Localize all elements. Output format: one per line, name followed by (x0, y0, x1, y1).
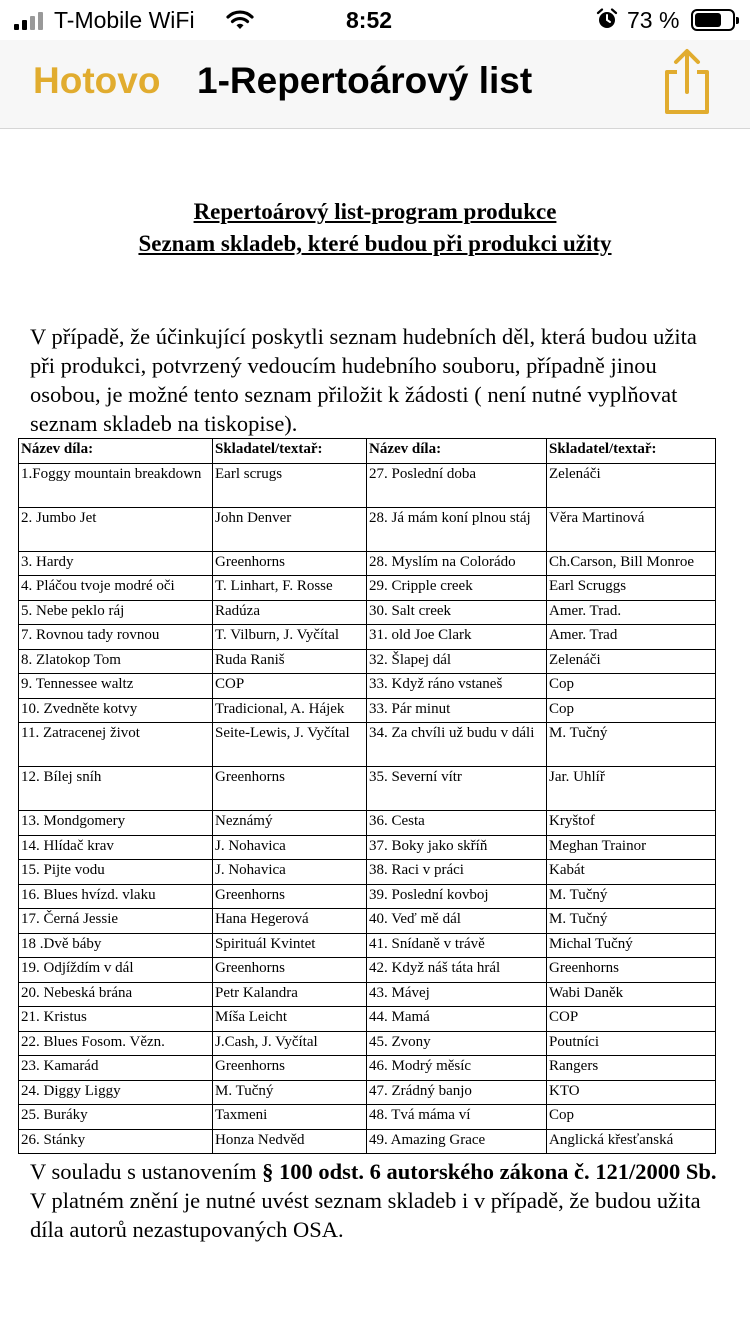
composer-cell: T. Vilburn, J. Vyčítal (213, 625, 367, 650)
song-title-cell: 5. Nebe peklo ráj (19, 600, 213, 625)
page-title: 1-Repertoárový list (197, 60, 533, 101)
composer-cell: Cop (547, 1105, 716, 1130)
song-title-cell: 46. Modrý měsíc (367, 1056, 547, 1081)
composer-cell: COP (547, 1007, 716, 1032)
song-title-cell: 38. Raci v práci (367, 860, 547, 885)
composer-cell: Jar. Uhlíř (547, 767, 716, 811)
column-header: Skladatel/textař: (213, 439, 367, 464)
composer-cell: Zelenáči (547, 463, 716, 507)
table-row (19, 698, 716, 723)
song-title-cell: 16. Blues hvízd. vlaku (19, 884, 213, 909)
song-title-cell: 34. Za chvíli už budu v dáli (367, 723, 547, 767)
song-title-cell: 49. Amazing Grace (367, 1129, 547, 1154)
composer-cell: Taxmeni (213, 1105, 367, 1130)
song-title-cell: 19. Odjíždím v dál (19, 958, 213, 983)
document-view[interactable] (0, 129, 750, 1334)
table-row (19, 1056, 716, 1081)
song-title-cell: 36. Cesta (367, 811, 547, 836)
song-title-cell: 11. Zatracenej život (19, 723, 213, 767)
song-title-cell: 42. Když náš táta hrál (367, 958, 547, 983)
table-row (19, 600, 716, 625)
song-title-cell: 26. Stánky (19, 1129, 213, 1154)
table-row (19, 649, 716, 674)
table-row (19, 958, 716, 983)
cellular-signal-icon (14, 10, 43, 30)
column-header: Název díla: (367, 439, 547, 464)
song-title-cell: 31. old Joe Clark (367, 625, 547, 650)
table-row (19, 1007, 716, 1032)
composer-cell: John Denver (213, 507, 367, 551)
composer-cell: Rangers (547, 1056, 716, 1081)
footer-legal-reference: § 100 odst. 6 autorského zákona č. 121/2000 Sb. (262, 1159, 717, 1184)
alarm-icon (596, 8, 618, 36)
song-title-cell: 28. Myslím na Colorádo (367, 551, 547, 576)
composer-cell: Spirituál Kvintet (213, 933, 367, 958)
composer-cell: M. Tučný (547, 909, 716, 934)
composer-cell: T. Linhart, F. Rosse (213, 576, 367, 601)
composer-cell: Amer. Trad. (547, 600, 716, 625)
table-row (19, 933, 716, 958)
wifi-icon (226, 9, 254, 37)
song-title-cell: 15. Pijte vodu (19, 860, 213, 885)
repertoire-table (18, 438, 716, 1154)
composer-cell: J. Nohavica (213, 860, 367, 885)
composer-cell: Ch.Carson, Bill Monroe (547, 551, 716, 576)
composer-cell: Greenhorns (213, 551, 367, 576)
song-title-cell: 43. Mávej (367, 982, 547, 1007)
composer-cell: Ruda Raniš (213, 649, 367, 674)
song-title-cell: 29. Cripple creek (367, 576, 547, 601)
table-row (19, 507, 716, 551)
battery-icon (691, 9, 735, 31)
composer-cell: Tradicional, A. Hájek (213, 698, 367, 723)
table-row (19, 909, 716, 934)
song-title-cell: 24. Diggy Liggy (19, 1080, 213, 1105)
table-header-row (19, 439, 716, 464)
done-button[interactable]: Hotovo (33, 60, 161, 101)
composer-cell: Wabi Daněk (547, 982, 716, 1007)
composer-cell: Míša Leicht (213, 1007, 367, 1032)
composer-cell: Poutníci (547, 1031, 716, 1056)
song-title-cell: 27. Poslední doba (367, 463, 547, 507)
intro-paragraph: V případě, že účinkující poskytli seznam hudebních děl, která budou užita při produkci, potvrzený vedoucím hudebního souboru, případně jinou osobou, je možné tento seznam přiložit k žádosti ( není nutné vyplňovat seznam skladeb na tiskopise). (30, 324, 697, 436)
song-title-cell: 20. Nebeská brána (19, 982, 213, 1007)
song-title-cell: 21. Kristus (19, 1007, 213, 1032)
composer-cell: Greenhorns (213, 884, 367, 909)
song-title-cell: 12. Bílej sníh (19, 767, 213, 811)
song-title-cell: 32. Šlapej dál (367, 649, 547, 674)
song-title-cell: 40. Veď mě dál (367, 909, 547, 934)
song-title-cell: 28. Já mám koní plnou stáj (367, 507, 547, 551)
composer-cell: Earl scrugs (213, 463, 367, 507)
composer-cell: Neznámý (213, 811, 367, 836)
composer-cell: Greenhorns (213, 958, 367, 983)
table-row (19, 674, 716, 699)
status-bar (0, 0, 750, 40)
song-title-cell: 8. Zlatokop Tom (19, 649, 213, 674)
share-icon[interactable] (661, 46, 713, 116)
table-row (19, 835, 716, 860)
composer-cell: Greenhorns (213, 767, 367, 811)
song-title-cell: 33. Když ráno vstaneš (367, 674, 547, 699)
song-title-cell: 13. Mondgomery (19, 811, 213, 836)
song-title-cell: 4. Pláčou tvoje modré oči (19, 576, 213, 601)
table-row (19, 576, 716, 601)
song-title-cell: 44. Mamá (367, 1007, 547, 1032)
table-row (19, 884, 716, 909)
composer-cell: Earl Scruggs (547, 576, 716, 601)
song-title-cell: 48. Tvá máma ví (367, 1105, 547, 1130)
song-title-cell: 1.Foggy mountain breakdown (19, 463, 213, 507)
composer-cell: Hana Hegerová (213, 909, 367, 934)
table-row (19, 860, 716, 885)
table-row (19, 1080, 716, 1105)
composer-cell: Amer. Trad (547, 625, 716, 650)
song-title-cell: 30. Salt creek (367, 600, 547, 625)
composer-cell: Honza Nedvěd (213, 1129, 367, 1154)
composer-cell: J.Cash, J. Vyčítal (213, 1031, 367, 1056)
table-row (19, 463, 716, 507)
song-title-cell: 2. Jumbo Jet (19, 507, 213, 551)
table-row (19, 811, 716, 836)
song-title-cell: 47. Zrádný banjo (367, 1080, 547, 1105)
footer-paragraph (30, 1157, 720, 1244)
composer-cell: Greenhorns (547, 958, 716, 983)
composer-cell: M. Tučný (547, 723, 716, 767)
carrier-label: T-Mobile WiFi (54, 7, 195, 33)
song-title-cell: 18 .Dvě báby (19, 933, 213, 958)
song-title-cell: 9. Tennessee waltz (19, 674, 213, 699)
composer-cell: Greenhorns (213, 1056, 367, 1081)
clock: 8:52 (346, 7, 393, 33)
table-row (19, 723, 716, 767)
composer-cell: Seite-Lewis, J. Vyčítal (213, 723, 367, 767)
song-title-cell: 39. Poslední kovboj (367, 884, 547, 909)
document-title: Repertoárový list-program produkce (193, 199, 557, 224)
song-title-cell: 14. Hlídač krav (19, 835, 213, 860)
table-row (19, 982, 716, 1007)
composer-cell: J. Nohavica (213, 835, 367, 860)
composer-cell: Michal Tučný (547, 933, 716, 958)
song-title-cell: 7. Rovnou tady rovnou (19, 625, 213, 650)
composer-cell: M. Tučný (547, 884, 716, 909)
navigation-bar (0, 40, 750, 129)
composer-cell: Cop (547, 674, 716, 699)
composer-cell: Kryštof (547, 811, 716, 836)
table-row (19, 767, 716, 811)
battery-percent: 73 % (627, 7, 680, 33)
table-row (19, 1031, 716, 1056)
song-title-cell: 3. Hardy (19, 551, 213, 576)
table-row (19, 551, 716, 576)
song-title-cell: 22. Blues Fosom. Vězn. (19, 1031, 213, 1056)
composer-cell: Věra Martinová (547, 507, 716, 551)
composer-cell: Kabát (547, 860, 716, 885)
song-title-cell: 35. Severní vítr (367, 767, 547, 811)
column-header: Skladatel/textař: (547, 439, 716, 464)
table-row (19, 625, 716, 650)
composer-cell: Radúza (213, 600, 367, 625)
column-header: Název díla: (19, 439, 213, 464)
song-title-cell: 23. Kamarád (19, 1056, 213, 1081)
composer-cell: COP (213, 674, 367, 699)
footer-text-end: V platném znění je nutné uvést seznam skladeb i v případě, že budou užita díla autorů nezastupovaných OSA. (30, 1188, 701, 1242)
footer-text: V souladu s ustanovením (30, 1159, 263, 1184)
song-title-cell: 10. Zvedněte kotvy (19, 698, 213, 723)
composer-cell: Meghan Trainor (547, 835, 716, 860)
table-row (19, 1105, 716, 1130)
composer-cell: Anglická křesťanská (547, 1129, 716, 1154)
song-title-cell: 17. Černá Jessie (19, 909, 213, 934)
composer-cell: Zelenáči (547, 649, 716, 674)
composer-cell: Petr Kalandra (213, 982, 367, 1007)
table-row (19, 1129, 716, 1154)
composer-cell: Cop (547, 698, 716, 723)
composer-cell: M. Tučný (213, 1080, 367, 1105)
song-title-cell: 41. Snídaně v trávě (367, 933, 547, 958)
song-title-cell: 25. Buráky (19, 1105, 213, 1130)
document-subtitle: Seznam skladeb, které budou při produkci užity (138, 231, 612, 256)
song-title-cell: 45. Zvony (367, 1031, 547, 1056)
song-title-cell: 33. Pár minut (367, 698, 547, 723)
composer-cell: KTO (547, 1080, 716, 1105)
song-title-cell: 37. Boky jako skříň (367, 835, 547, 860)
